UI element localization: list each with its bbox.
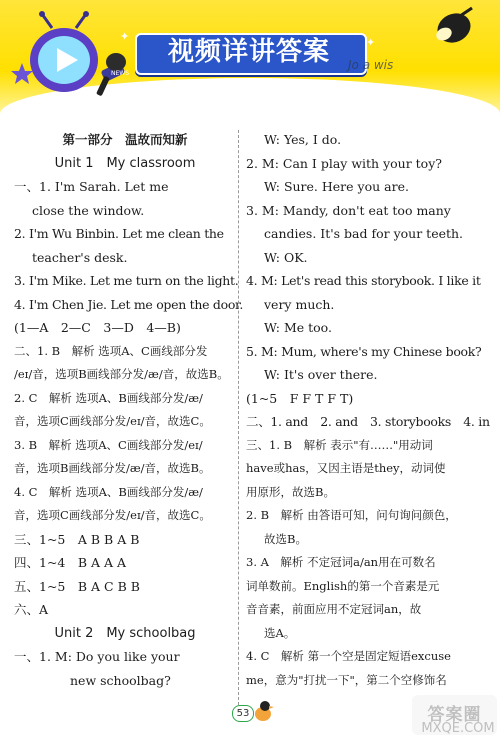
answer-line: 3. B 解析 选项A、C画线部分发/eɪ/ <box>14 437 203 452</box>
answer-line: 2. C 解析 选项A、B画线部分发/æ/ <box>14 390 203 405</box>
answer-line: 四、1~4 B A A A <box>14 555 127 570</box>
left-column <box>14 128 244 692</box>
answer-line: 三、1. B 解析 表示"有……"用动词 <box>246 437 433 452</box>
answer-line: W: Me too. <box>264 320 332 335</box>
answer-line: candies. It's bad for your teeth. <box>264 226 464 241</box>
sparkle: ✦ <box>366 36 376 49</box>
answer-line: 选A。 <box>264 625 296 640</box>
column-divider <box>238 130 239 705</box>
answer-line: 词单数前。English的第一个音素是元 <box>246 578 440 593</box>
answer-line: 2. M: Can I play with your toy? <box>246 155 442 171</box>
answer-line: 二、1. B 解析 选项A、C画线部分发 <box>14 343 208 358</box>
right-column <box>246 128 492 692</box>
answer-line: 3. M: Mandy, don't eat too many <box>246 202 451 218</box>
answer-line: me，意为"打扰一下"，第二个空修饰名 <box>246 672 447 687</box>
answer-line: 音，选项C画线部分发/eɪ/音，故选C。 <box>14 414 211 428</box>
answer-line: new schoolbag? <box>70 672 171 688</box>
answer-line: 三、1~5 A B B A B <box>14 531 140 547</box>
answer-line: 4. C 解析 第一个空是固定短语excuse <box>246 649 451 663</box>
answer-line: W: Yes, I do. <box>264 132 342 147</box>
page-title: 视频详讲答案 <box>167 37 330 67</box>
bird-icon <box>252 698 274 724</box>
spotlight-icon <box>430 6 478 46</box>
page-number: 53 <box>232 705 254 722</box>
answer-line: W: OK. <box>264 249 308 265</box>
star-icon <box>10 62 34 86</box>
microphone-icon <box>96 52 130 98</box>
unit-heading: Unit 2 My schoolbag <box>54 625 196 641</box>
answer-line: W: It's over there. <box>264 367 378 382</box>
answer-line: 六、A <box>14 602 49 617</box>
answer-line: /eɪ/音，选项B画线部分发/æ/音，故选B。 <box>14 367 229 381</box>
answer-line: 音音素，前面应用不定冠词an，故 <box>246 602 422 616</box>
answer-line: 故选B。 <box>264 531 307 546</box>
answer-line: 音，选项C画线部分发/eɪ/音，故选C。 <box>14 508 211 522</box>
banner-doodle: Jo a wis <box>348 58 394 72</box>
answer-line: 4. C 解析 选项A、B画线部分发/æ/ <box>14 484 203 499</box>
answer-line: 5. M: Mum, where's my Chinese book? <box>246 343 482 359</box>
news-badge: NEWS <box>111 70 130 77</box>
answer-line: 2. I'm Wu Binbin. Let me clean the <box>14 226 224 241</box>
section-title: 第一部分 温故而知新 <box>62 132 188 147</box>
answer-line: very much. <box>264 296 335 312</box>
tv-play-icon <box>24 10 104 100</box>
watermark-text: 答案圈 <box>427 705 482 725</box>
answer-line: W: Sure. Here you are. <box>264 179 409 194</box>
answer-line: 五、1~5 B A C B B <box>14 578 140 594</box>
answer-line: have或has，又因主语是they，动词使 <box>246 461 446 475</box>
answer-line: (1—A 2—C 3—D 4—B) <box>14 320 181 335</box>
answer-line: 4. I'm Chen Jie. Let me open the door. <box>14 296 244 312</box>
answer-line: 一、1. I'm Sarah. Let me <box>14 179 169 194</box>
answer-line: 音，选项B画线部分发/æ/音，故选B。 <box>14 461 211 475</box>
answer-line: 一、1. M: Do you like your <box>14 649 180 664</box>
answer-line: (1~5 F F T F T) <box>246 390 354 406</box>
sparkle: ✦ <box>120 30 130 43</box>
answer-line: 用原形，故选B。 <box>246 484 335 499</box>
answer-line: 2. B 解析 由答语可知，问句询问颜色， <box>246 508 457 522</box>
answer-line: 3. I'm Mike. Let me turn on the light. <box>14 273 239 288</box>
answer-line: 4. M: Let's read this storybook. I like it <box>246 273 481 288</box>
watermark-subtext: MXQE.COM <box>421 721 495 736</box>
answer-line: 3. A 解析 不定冠词a/an用在可数名 <box>246 555 436 569</box>
answer-line: close the window. <box>32 202 145 218</box>
answer-line: 二、1. and 2. and 3. storybooks 4. in <box>246 414 490 429</box>
answer-line: teacher's desk. <box>32 249 128 265</box>
unit-heading: Unit 1 My classroom <box>54 155 196 171</box>
